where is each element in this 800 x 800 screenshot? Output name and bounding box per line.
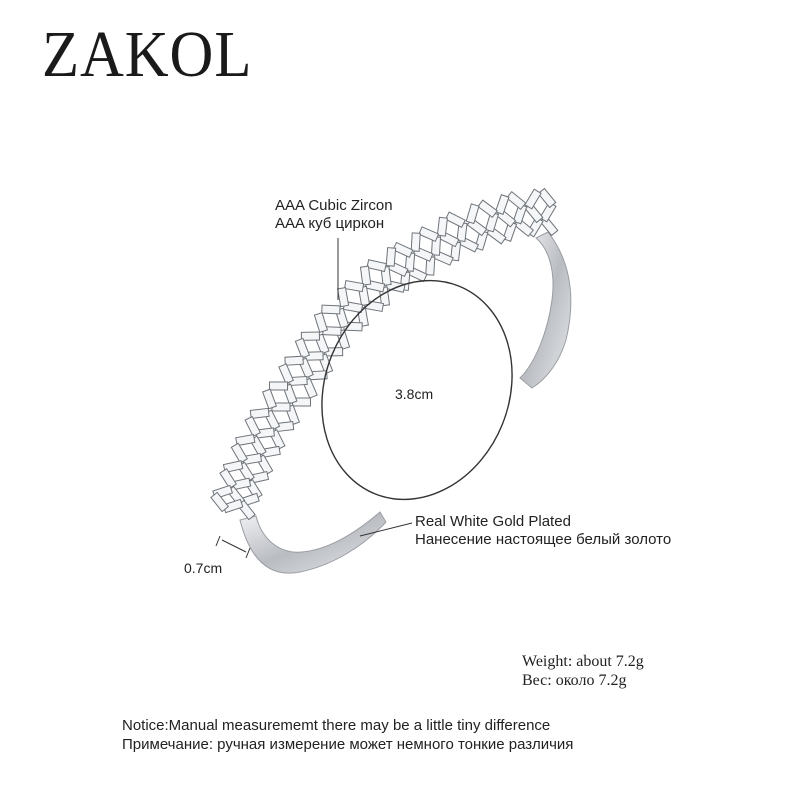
zircon-stone [279, 364, 293, 384]
weight-label-ru: Вес: около 7.2g [522, 672, 627, 689]
zircon-stone [360, 266, 370, 285]
width-dimension-marker [216, 536, 250, 558]
zircon-stone [314, 313, 327, 333]
notice-label-ru: Примечание: ручная измерение может немного тонкие различия [122, 736, 574, 753]
zircon-stone [285, 356, 303, 365]
zircon-label-ru: AAA куб циркон [275, 215, 385, 232]
zircon-stone [446, 212, 466, 227]
gold-label-ru: Нанесение настоящее белый золото [415, 531, 672, 548]
zircon-stone [338, 288, 349, 307]
zircon-label-en: AAA Cubic Zircon [275, 197, 393, 214]
cuff-left-band [240, 512, 386, 573]
zircon-callout [275, 197, 393, 233]
zircon-stone [245, 417, 260, 437]
zircon-stone [269, 382, 287, 390]
zircon-stone [386, 248, 395, 267]
zircon-stone [419, 227, 439, 241]
zircon-stone [295, 338, 309, 358]
zircon-stone [538, 188, 556, 207]
zircon-stone [367, 260, 386, 272]
zircon-stone [507, 192, 526, 210]
weight-info [522, 652, 644, 690]
weight-label-en: Weight: about 7.2g [522, 653, 644, 670]
zircon-stone [345, 281, 364, 292]
zircon-stone [220, 469, 236, 488]
zircon-stone [437, 217, 447, 236]
zircon-stone [495, 195, 508, 215]
gold-callout [415, 513, 671, 549]
brand-logo: ZAKOL [42, 18, 253, 91]
zircon-stone [525, 189, 541, 209]
notice-text [122, 716, 573, 754]
inner-diameter-label: 3.8cm [395, 386, 434, 402]
zircon-stone [231, 443, 247, 463]
zircon-stone [466, 204, 479, 224]
zircon-stone [250, 408, 269, 418]
gold-label-en: Real White Gold Plated [415, 513, 571, 530]
zircon-stone [478, 200, 497, 217]
cuff-right-band [520, 232, 571, 388]
zircon-stone [393, 243, 413, 258]
zircon-stone [301, 332, 319, 340]
zircon-stone [322, 305, 340, 314]
notice-label-en: Notice:Manual measurememt there may be a little tiny difference [122, 717, 551, 734]
zircon-cluster [211, 188, 558, 519]
zircon-stone [263, 389, 277, 409]
band-width-label: 0.7cm [184, 560, 223, 576]
zircon-stone [411, 233, 420, 251]
